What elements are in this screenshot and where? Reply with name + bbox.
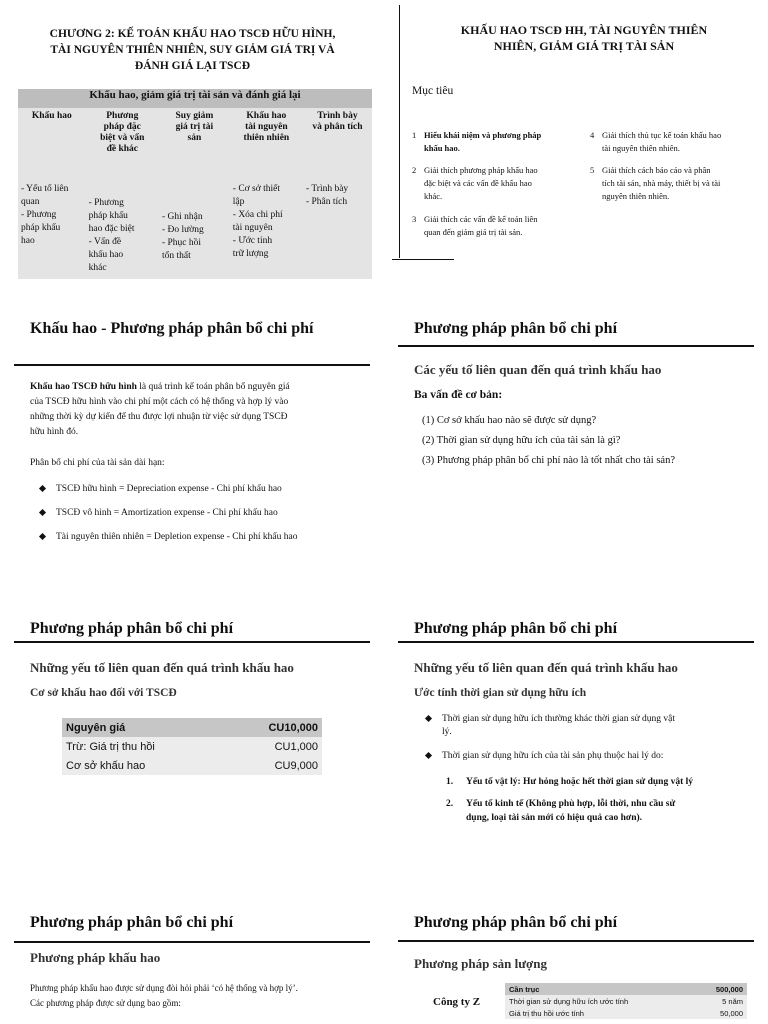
table-cell-value: CU9,000 <box>225 756 322 775</box>
outline-header: Trình bày và phân tích <box>312 111 363 132</box>
slide-depreciation-definition <box>0 300 384 590</box>
company-label: Công ty Z <box>433 996 481 1008</box>
objective-number: 5 <box>590 165 595 175</box>
objective-text: Hiểu khái niệm và phương pháp khấu hao. <box>424 130 542 153</box>
list-item: Thời gian sử dụng hữu ích của tài sản phụ thuộc hai lý do: <box>414 750 744 763</box>
slide-depreciation-base <box>0 605 384 895</box>
outline-header: Khấu hao <box>31 111 72 121</box>
objectives-heading <box>424 22 744 54</box>
objective-item <box>412 164 582 203</box>
crane-data-table <box>505 983 747 1019</box>
heading-line: NHIÊN, GIẢM GIÁ TRỊ TÀI SẢN <box>493 39 675 53</box>
outline-cell: - Cơ sở thiết lập - Xóa chi phí tài nguyên - Ước tính trữ lượng <box>232 184 283 259</box>
list-item: (3) Phương pháp phân bổ chi phí nào là tốt nhất cho tài sản? <box>422 455 675 466</box>
table-cell-label: Giá trị thu hồi ước tính <box>505 1007 695 1019</box>
table-row <box>505 983 747 995</box>
diamond-bullet-icon <box>39 509 46 516</box>
slide-depreciation-methods <box>0 900 384 1024</box>
objective-number: 4 <box>590 130 595 140</box>
objective-text: Giải thích thủ tục kế toán khấu hao tài nguyên thiên nhiên. <box>602 130 722 153</box>
outline-header: Suy giảm giá trị tài sản <box>175 111 214 143</box>
slide-units-of-production <box>384 900 768 1024</box>
diamond-bullet-icon <box>39 533 46 540</box>
issue-list <box>422 415 762 475</box>
slide-objectives <box>384 0 768 285</box>
list-item: 1. Yếu tố vật lý: Hư hỏng hoặc hết thời gian sử dụng vật lý <box>446 777 694 787</box>
heading-line: CHƯƠNG 2: KẾ TOÁN KHẤU HAO TSCĐ HỮU HÌNH, <box>49 28 336 40</box>
slide-title: Khấu hao - Phương pháp phân bổ chi phí <box>30 320 314 337</box>
slide-title: Phương pháp phân bổ chi phí <box>414 620 618 637</box>
slide-title: Phương pháp phân bổ chi phí <box>30 620 234 637</box>
section-heading: Phương pháp sản lượng <box>414 956 547 971</box>
depreciation-base-table <box>62 718 322 775</box>
table-cell-value: 5 năm <box>695 995 747 1007</box>
table-cell-value: 50,000 <box>695 1007 747 1019</box>
table-row <box>62 718 322 737</box>
objective-item <box>590 164 760 203</box>
list-item: (2) Thời gian sử dụng hữu ích của tài sản là gì? <box>422 435 621 446</box>
list-item: Thời gian sử dụng hữu ích thường khác thời gian sử dụng vật lý. <box>414 713 744 739</box>
sub-heading: Ba vấn đề cơ bản: <box>414 389 503 401</box>
definition-term: Khấu hao TSCĐ hữu hình <box>30 382 137 392</box>
title-rule <box>398 641 754 643</box>
diamond-bullet-icon <box>425 752 432 759</box>
objective-text: Giải thích các vấn đề kế toán liên quan đến giảm giá trị tài sản. <box>424 214 538 237</box>
table-cell-value: 500,000 <box>695 983 747 995</box>
sub-heading: Ước tính thời gian sử dụng hữu ích <box>414 687 587 699</box>
outline-items-row <box>18 171 372 279</box>
objective-text: Giải thích cách báo cáo và phân tích tài sản, nhà máy, thiết bị và tài nguyên thiên nhiên. <box>602 165 721 201</box>
table-row <box>62 756 322 775</box>
table-cell-value: CU10,000 <box>225 718 322 737</box>
diamond-bullet-icon <box>39 485 46 492</box>
table-cell-value: CU1,000 <box>225 737 322 756</box>
table-cell-label: Trừ: Giá trị thu hồi <box>62 737 225 756</box>
slide-title: Phương pháp phân bổ chi phí <box>414 320 618 337</box>
table-cell-label: Cần trục <box>505 983 695 995</box>
list-item: TSCĐ vô hình = Amortization expense - Chi phí khấu hao <box>28 507 368 520</box>
allocation-list <box>28 483 368 555</box>
list-item: TSCĐ hữu hình = Depreciation expense - Chi phí khấu hao <box>28 483 368 496</box>
list-item: 2. Yếu tố kinh tế (Không phù hợp, lỗi thời, nhu cầu sử dụng, loại tài sản mới có hiệu quả cao hơn). <box>446 799 676 823</box>
slide-chapter-overview <box>0 0 384 285</box>
title-rule <box>14 641 370 643</box>
objective-item <box>412 129 582 155</box>
table-row <box>62 737 322 756</box>
sub-heading: Cơ sở khấu hao đối với TSCĐ <box>30 687 177 699</box>
table-cell-label: Thời gian sử dụng hữu ích ước tính <box>505 995 695 1007</box>
title-rule <box>398 940 754 942</box>
table-cell-label: Cơ sở khấu hao <box>62 756 225 775</box>
outline-header: Khấu hao tài nguyên thiên nhiên <box>243 111 290 143</box>
definition-paragraph: Khấu hao TSCĐ hữu hình là quá trình kế toán phân bổ nguyên giá của TSCĐ hữu hình vào chi phí một cách có hệ thống và hợp lý vào những thời kỳ dự kiến để thu được lợi nhuận từ việc sử dụng TSCĐ hữu hình đó. <box>30 382 290 437</box>
objective-item <box>590 129 760 155</box>
objective-number: 3 <box>412 214 417 224</box>
outline-title: Khấu hao, giảm giá trị tài sản và đánh giá lại <box>18 89 372 108</box>
objectives-subtitle: Mục tiêu <box>412 85 454 97</box>
objective-item <box>412 213 582 239</box>
objective-number: 2 <box>412 165 417 175</box>
outline-header: Phương pháp đặc biệt và vấn đề khác <box>100 111 145 154</box>
section-heading: Những yếu tố liên quan đến quá trình khấu hao <box>414 660 678 675</box>
outline-cell: - Ghi nhận - Đo lường - Phục hồi tổn thất <box>161 212 204 261</box>
slide-title: Phương pháp phân bổ chi phí <box>414 914 618 931</box>
table-row <box>505 1007 747 1019</box>
slide-border-line <box>392 259 454 260</box>
section-heading: Các yếu tố liên quan đến quá trình khấu hao <box>414 362 662 377</box>
heading-line: TÀI NGUYÊN THIÊN NHIÊN, SUY GIẢM GIÁ TRỊ VÀ <box>50 44 335 56</box>
chapter-heading <box>20 26 365 74</box>
allocation-lead: Phân bổ chi phí của tài sản dài hạn: <box>30 458 165 468</box>
list-item: Tài nguyên thiên nhiên = Depletion expense - Chi phí khấu hao <box>28 531 368 544</box>
table-row <box>505 995 747 1007</box>
slide-title: Phương pháp phân bổ chi phí <box>30 914 234 931</box>
outline-cell: - Phương pháp khấu hao đặc biệt - Vấn đề khấu hao khác <box>88 198 135 273</box>
objective-number: 1 <box>412 130 417 140</box>
chapter-outline-table <box>18 89 372 279</box>
section-heading: Phương pháp khấu hao <box>30 950 161 965</box>
useful-life-list <box>414 713 744 774</box>
slide-three-issues <box>384 300 768 590</box>
title-rule <box>398 345 754 347</box>
outline-header-row <box>18 108 372 171</box>
slide-useful-life <box>384 605 768 895</box>
slide-border-line <box>399 5 400 258</box>
outline-cell: - Trình bày - Phân tích <box>305 184 349 207</box>
title-rule <box>14 941 370 943</box>
title-rule <box>14 364 370 366</box>
heading-line: KHẤU HAO TSCĐ HH, TÀI NGUYÊN THIÊN <box>460 23 708 37</box>
diamond-bullet-icon <box>425 715 432 722</box>
reason-list <box>446 775 746 825</box>
objective-text: Giải thích phương pháp khấu hao đặc biệt và các vấn đề khấu hao khác. <box>424 165 538 201</box>
outline-cell: - Yếu tố liên quan - Phương pháp khấu hao <box>21 184 69 246</box>
table-cell-label: Nguyên giá <box>62 718 225 737</box>
methods-paragraph: Phương pháp khấu hao được sử dụng đòi hỏi phải ‘có hệ thống và hợp lý’. Các phương pháp được sử dụng bao gồm: <box>30 983 298 1008</box>
list-item: (1) Cơ sở khấu hao nào sẽ được sử dụng? <box>422 415 597 426</box>
heading-line: ĐÁNH GIÁ LẠI TSCĐ <box>134 60 251 72</box>
section-heading: Những yếu tố liên quan đến quá trình khấu hao <box>30 660 294 675</box>
